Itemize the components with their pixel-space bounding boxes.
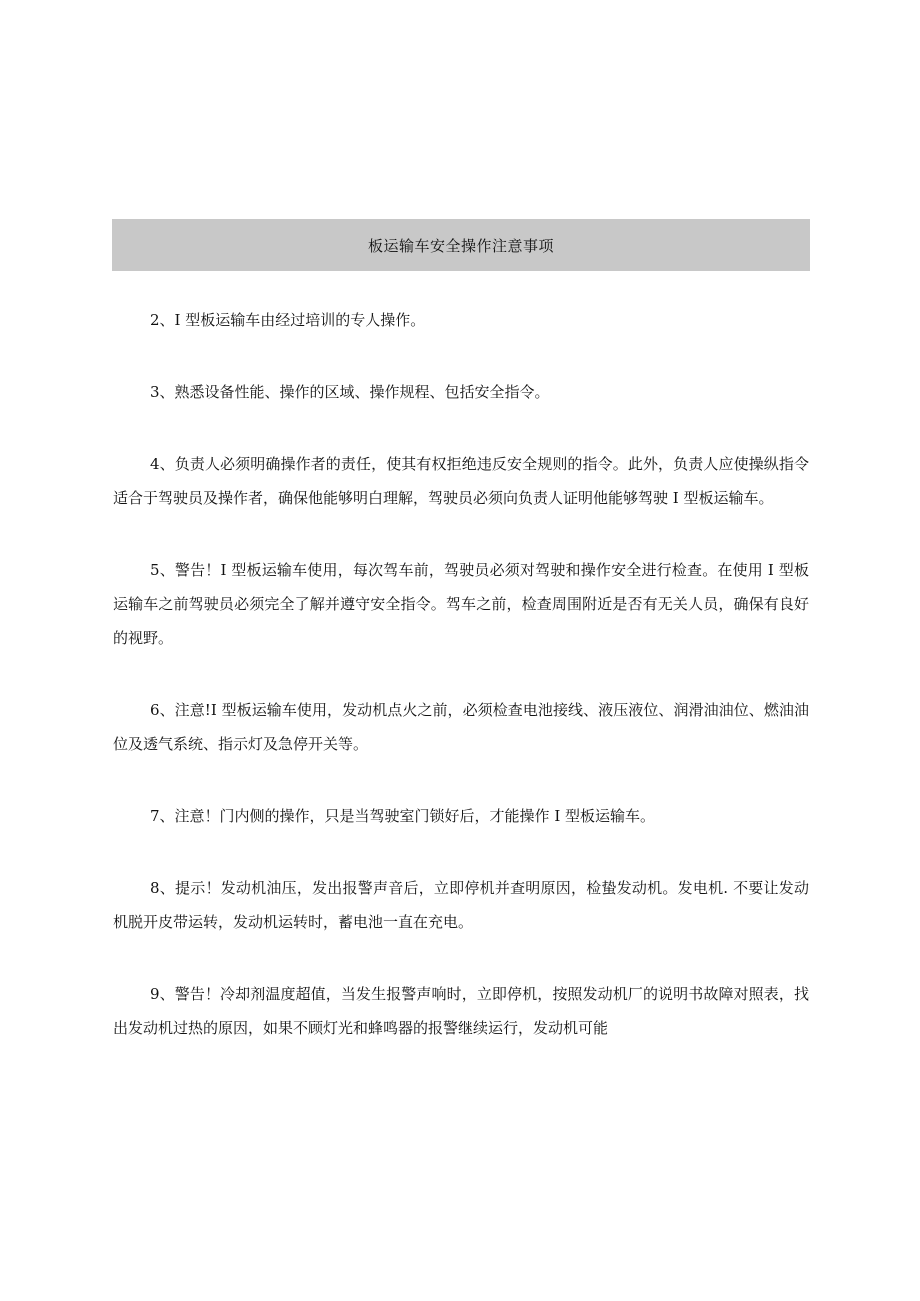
paragraph-5: 5、警告！I 型板运输车使用，每次驾车前，驾驶员必须对驾驶和操作安全进行检查。在使用 I 型板运输车之前驾驶员必须完全了解并遵守安全指令。驾车之前，检查周围附近是否有无关人员，确保有良好的视野。: [113, 561, 809, 647]
document-title: 板运输车安全操作注意事项: [367, 236, 554, 255]
paragraph-7: 7、注意！门内侧的操作，只是当驾驶室门锁好后，才能操作 I 型板运输车。: [150, 807, 656, 825]
paragraph-9: 9、警告！冷却剂温度超值，当发生报警声响时，立即停机，按照发动机厂的说明书故障对照表，找出发动机过热的原因，如果不顾灯光和蜂鸣器的报警继续运行，发动机可能: [113, 985, 809, 1037]
paragraph-4: 4、负责人必须明确操作者的责任，使其有权拒绝违反安全规则的指令。此外，负责人应使操纵指令适合于驾驶员及操作者，确保他能够明白理解，驾驶员必须向负责人证明他能够驾驶 I 型板运输车。: [113, 455, 809, 507]
paragraph-3: 3、熟悉设备性能、操作的区域、操作规程、包括安全指令。: [150, 383, 550, 401]
paragraph-6: 6、注意!I 型板运输车使用，发动机点火之前，必须检查电池接线、液压液位、润滑油油位、燃油油位及透气系统、指示灯及急停开关等。: [113, 701, 809, 753]
document-body: [113, 303, 809, 1083]
paragraph-8: 8、提示！发动机油压，发出报警声音后，立即停机并查明原因，检蛰发动机。发电机. 不要让发动机脱开皮带运转，发动机运转时，蓄电池一直在充电。: [113, 879, 809, 931]
title-bar: [112, 219, 810, 271]
paragraph-2: 2、I 型板运输车由经过培训的专人操作。: [150, 311, 426, 329]
